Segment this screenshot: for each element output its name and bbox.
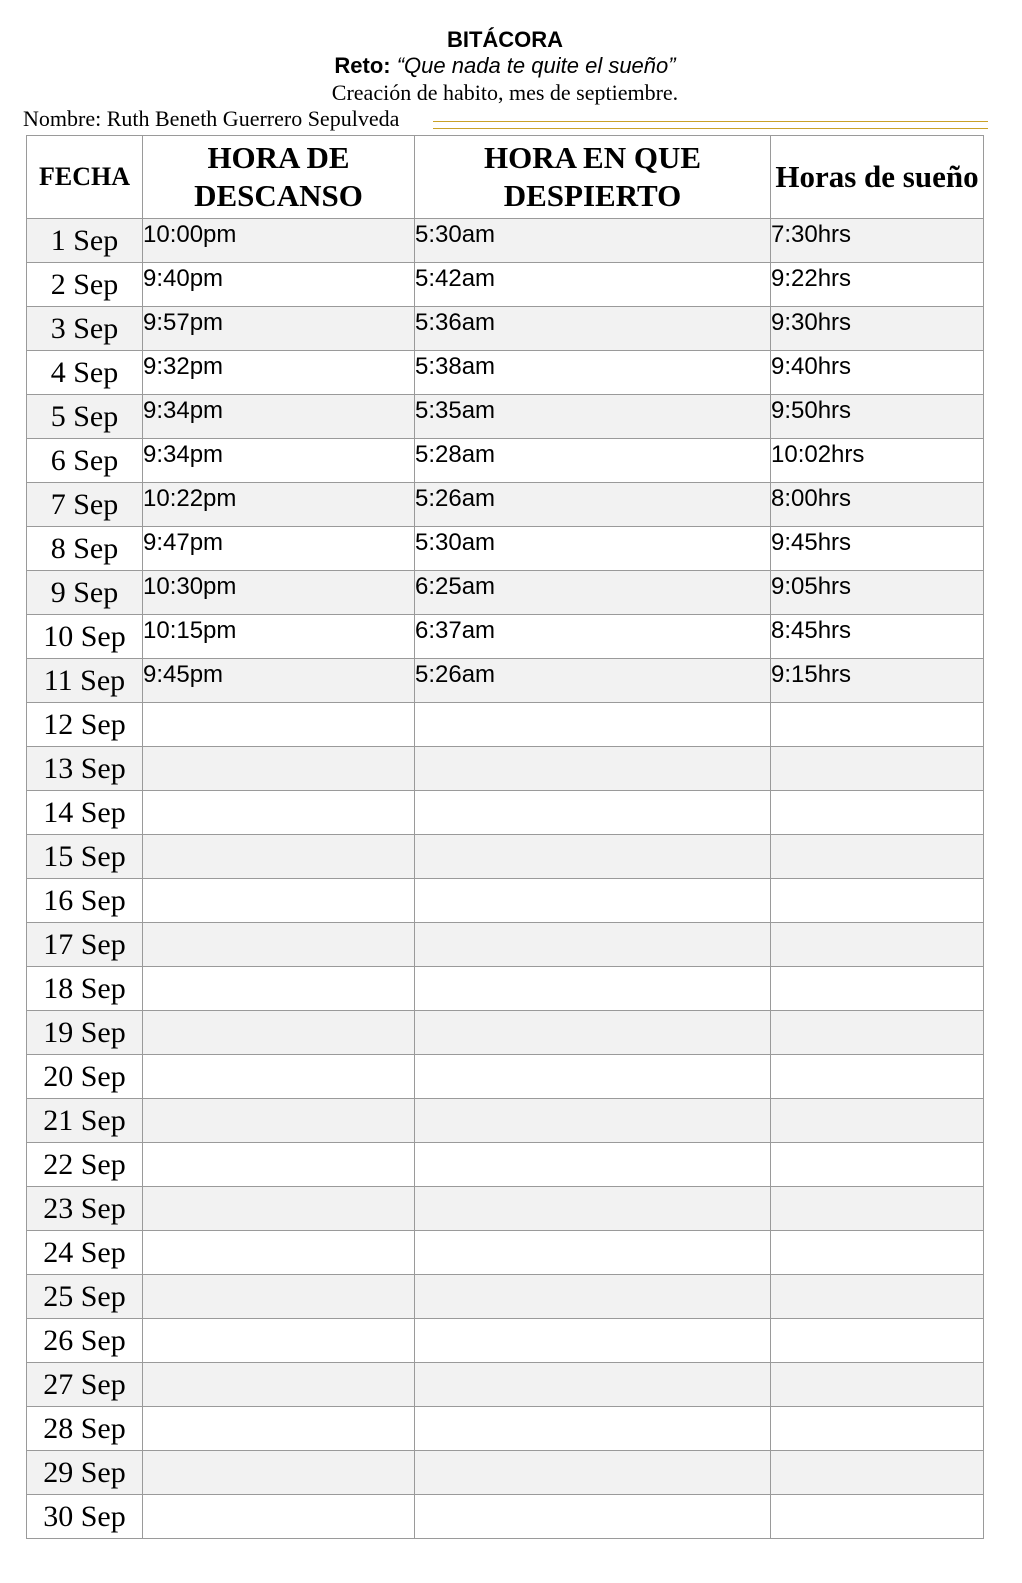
sleep-hours-cell <box>771 703 984 747</box>
wake-time-cell: 5:38am <box>415 351 771 395</box>
sleep-hours-cell: 9:50hrs <box>771 395 984 439</box>
bedtime-cell <box>143 1451 415 1495</box>
wake-time-cell <box>415 1187 771 1231</box>
date-cell: 27 Sep <box>27 1363 143 1407</box>
wake-time-cell: 5:42am <box>415 263 771 307</box>
table-row <box>27 703 984 747</box>
table-header-row <box>27 136 984 219</box>
date-cell: 4 Sep <box>27 351 143 395</box>
table-row <box>27 571 984 615</box>
bedtime-cell: 9:34pm <box>143 395 415 439</box>
sleep-hours-cell: 8:00hrs <box>771 483 984 527</box>
date-cell: 17 Sep <box>27 923 143 967</box>
table-row <box>27 879 984 923</box>
table-row <box>27 351 984 395</box>
date-cell: 5 Sep <box>27 395 143 439</box>
date-cell: 20 Sep <box>27 1055 143 1099</box>
sleep-hours-cell <box>771 1495 984 1539</box>
table-row <box>27 307 984 351</box>
table-row <box>27 483 984 527</box>
table-row <box>27 1363 984 1407</box>
sleep-hours-cell: 9:45hrs <box>771 527 984 571</box>
wake-time-cell: 5:30am <box>415 219 771 263</box>
table-row <box>27 967 984 1011</box>
sleep-hours-cell: 9:15hrs <box>771 659 984 703</box>
sleep-hours-cell <box>771 879 984 923</box>
bedtime-cell: 10:15pm <box>143 615 415 659</box>
sleep-hours-cell <box>771 835 984 879</box>
wake-time-cell <box>415 923 771 967</box>
wake-time-cell: 5:26am <box>415 659 771 703</box>
date-cell: 13 Sep <box>27 747 143 791</box>
bedtime-cell <box>143 1055 415 1099</box>
bedtime-cell <box>143 703 415 747</box>
bedtime-cell: 9:40pm <box>143 263 415 307</box>
wake-time-cell <box>415 747 771 791</box>
date-cell: 2 Sep <box>27 263 143 307</box>
table-row <box>27 659 984 703</box>
date-cell: 24 Sep <box>27 1231 143 1275</box>
wake-time-cell <box>415 879 771 923</box>
bedtime-cell: 9:32pm <box>143 351 415 395</box>
date-cell: 25 Sep <box>27 1275 143 1319</box>
bedtime-cell <box>143 923 415 967</box>
bedtime-cell <box>143 1231 415 1275</box>
table-row <box>27 1275 984 1319</box>
sleep-hours-cell: 9:22hrs <box>771 263 984 307</box>
sleep-hours-cell: 9:40hrs <box>771 351 984 395</box>
bedtime-cell: 10:30pm <box>143 571 415 615</box>
name-row <box>23 105 988 133</box>
document-title: BITÁCORA <box>446 27 564 52</box>
date-cell: 10 Sep <box>27 615 143 659</box>
wake-time-cell <box>415 703 771 747</box>
sleep-hours-cell <box>771 1055 984 1099</box>
table-row <box>27 835 984 879</box>
table-row <box>27 923 984 967</box>
wake-time-cell: 5:36am <box>415 307 771 351</box>
wake-time-cell: 5:26am <box>415 483 771 527</box>
sleep-hours-cell <box>771 1319 984 1363</box>
bedtime-cell: 9:45pm <box>143 659 415 703</box>
bedtime-cell <box>143 1275 415 1319</box>
name-underline <box>433 121 988 129</box>
date-cell: 3 Sep <box>27 307 143 351</box>
date-cell: 11 Sep <box>27 659 143 703</box>
sleep-hours-cell: 7:30hrs <box>771 219 984 263</box>
table-row <box>27 1407 984 1451</box>
wake-time-cell <box>415 1407 771 1451</box>
challenge-quote: “Que nada te quite el sueño” <box>396 53 676 78</box>
date-cell: 18 Sep <box>27 967 143 1011</box>
challenge-line <box>0 52 1010 80</box>
date-cell: 28 Sep <box>27 1407 143 1451</box>
table-row <box>27 1319 984 1363</box>
date-cell: 30 Sep <box>27 1495 143 1539</box>
bedtime-cell <box>143 1187 415 1231</box>
date-cell: 19 Sep <box>27 1011 143 1055</box>
date-cell: 26 Sep <box>27 1319 143 1363</box>
table-body <box>27 219 984 1539</box>
bedtime-cell <box>143 747 415 791</box>
wake-time-cell: 5:30am <box>415 527 771 571</box>
table-row <box>27 395 984 439</box>
date-cell: 6 Sep <box>27 439 143 483</box>
bedtime-cell <box>143 879 415 923</box>
wake-time-cell <box>415 791 771 835</box>
bedtime-cell: 9:34pm <box>143 439 415 483</box>
bedtime-cell <box>143 1319 415 1363</box>
wake-time-cell <box>415 1363 771 1407</box>
table-row <box>27 1055 984 1099</box>
wake-time-cell: 5:28am <box>415 439 771 483</box>
wake-time-cell <box>415 1231 771 1275</box>
bedtime-cell <box>143 967 415 1011</box>
date-cell: 15 Sep <box>27 835 143 879</box>
wake-time-cell <box>415 1099 771 1143</box>
date-cell: 22 Sep <box>27 1143 143 1187</box>
date-cell: 12 Sep <box>27 703 143 747</box>
challenge-label: Reto: <box>334 53 391 78</box>
wake-time-cell <box>415 1451 771 1495</box>
bedtime-cell <box>143 1099 415 1143</box>
bedtime-cell <box>143 1407 415 1451</box>
table-row <box>27 791 984 835</box>
sleep-hours-cell: 9:30hrs <box>771 307 984 351</box>
table-row <box>27 263 984 307</box>
bedtime-cell <box>143 1143 415 1187</box>
wake-time-cell <box>415 1275 771 1319</box>
header-horas-sueno: Horas de sueño <box>771 136 984 219</box>
wake-time-cell <box>415 835 771 879</box>
sleep-hours-cell: 8:45hrs <box>771 615 984 659</box>
sleep-hours-cell <box>771 1363 984 1407</box>
table-row <box>27 527 984 571</box>
table-row <box>27 439 984 483</box>
document-subtitle: Creación de habito, mes de septiembre. <box>331 80 679 105</box>
sleep-hours-cell <box>771 967 984 1011</box>
date-cell: 21 Sep <box>27 1099 143 1143</box>
date-cell: 7 Sep <box>27 483 143 527</box>
wake-time-cell <box>415 1143 771 1187</box>
wake-time-cell <box>415 1319 771 1363</box>
sleep-hours-cell: 10:02hrs <box>771 439 984 483</box>
name-text: Nombre: Ruth Beneth Guerrero Sepulveda <box>23 106 400 131</box>
date-cell: 29 Sep <box>27 1451 143 1495</box>
bedtime-cell: 9:47pm <box>143 527 415 571</box>
bedtime-cell <box>143 1363 415 1407</box>
wake-time-cell <box>415 1011 771 1055</box>
bedtime-cell <box>143 835 415 879</box>
table-row <box>27 1231 984 1275</box>
wake-time-cell: 6:25am <box>415 571 771 615</box>
table-row <box>27 1011 984 1055</box>
bedtime-cell: 10:22pm <box>143 483 415 527</box>
sleep-log-table <box>26 135 984 1539</box>
date-cell: 14 Sep <box>27 791 143 835</box>
table-row <box>27 747 984 791</box>
table-row <box>27 219 984 263</box>
sleep-hours-cell <box>771 923 984 967</box>
bedtime-cell <box>143 1011 415 1055</box>
sleep-hours-cell <box>771 1187 984 1231</box>
table-row <box>27 615 984 659</box>
table-row <box>27 1495 984 1539</box>
sleep-hours-cell <box>771 1451 984 1495</box>
bedtime-cell: 9:57pm <box>143 307 415 351</box>
date-cell: 8 Sep <box>27 527 143 571</box>
bedtime-cell <box>143 791 415 835</box>
table-row <box>27 1451 984 1495</box>
date-cell: 1 Sep <box>27 219 143 263</box>
wake-time-cell <box>415 1495 771 1539</box>
wake-time-cell: 6:37am <box>415 615 771 659</box>
bedtime-cell <box>143 1495 415 1539</box>
date-cell: 16 Sep <box>27 879 143 923</box>
table-row <box>27 1099 984 1143</box>
sleep-hours-cell <box>771 1407 984 1451</box>
table-row <box>27 1143 984 1187</box>
wake-time-cell <box>415 967 771 1011</box>
wake-time-cell: 5:35am <box>415 395 771 439</box>
sleep-hours-cell <box>771 791 984 835</box>
sleep-hours-cell <box>771 1275 984 1319</box>
header-hora-descanso: HORA DE DESCANSO <box>143 136 415 219</box>
sleep-hours-cell: 9:05hrs <box>771 571 984 615</box>
bedtime-cell: 10:00pm <box>143 219 415 263</box>
sleep-hours-cell <box>771 1143 984 1187</box>
sleep-hours-cell <box>771 1011 984 1055</box>
date-cell: 23 Sep <box>27 1187 143 1231</box>
date-cell: 9 Sep <box>27 571 143 615</box>
header-hora-despierto: HORA EN QUE DESPIERTO <box>415 136 771 219</box>
sleep-hours-cell <box>771 1099 984 1143</box>
sleep-hours-cell <box>771 1231 984 1275</box>
sleep-hours-cell <box>771 747 984 791</box>
table-row <box>27 1187 984 1231</box>
header-fecha: FECHA <box>27 136 143 219</box>
wake-time-cell <box>415 1055 771 1099</box>
